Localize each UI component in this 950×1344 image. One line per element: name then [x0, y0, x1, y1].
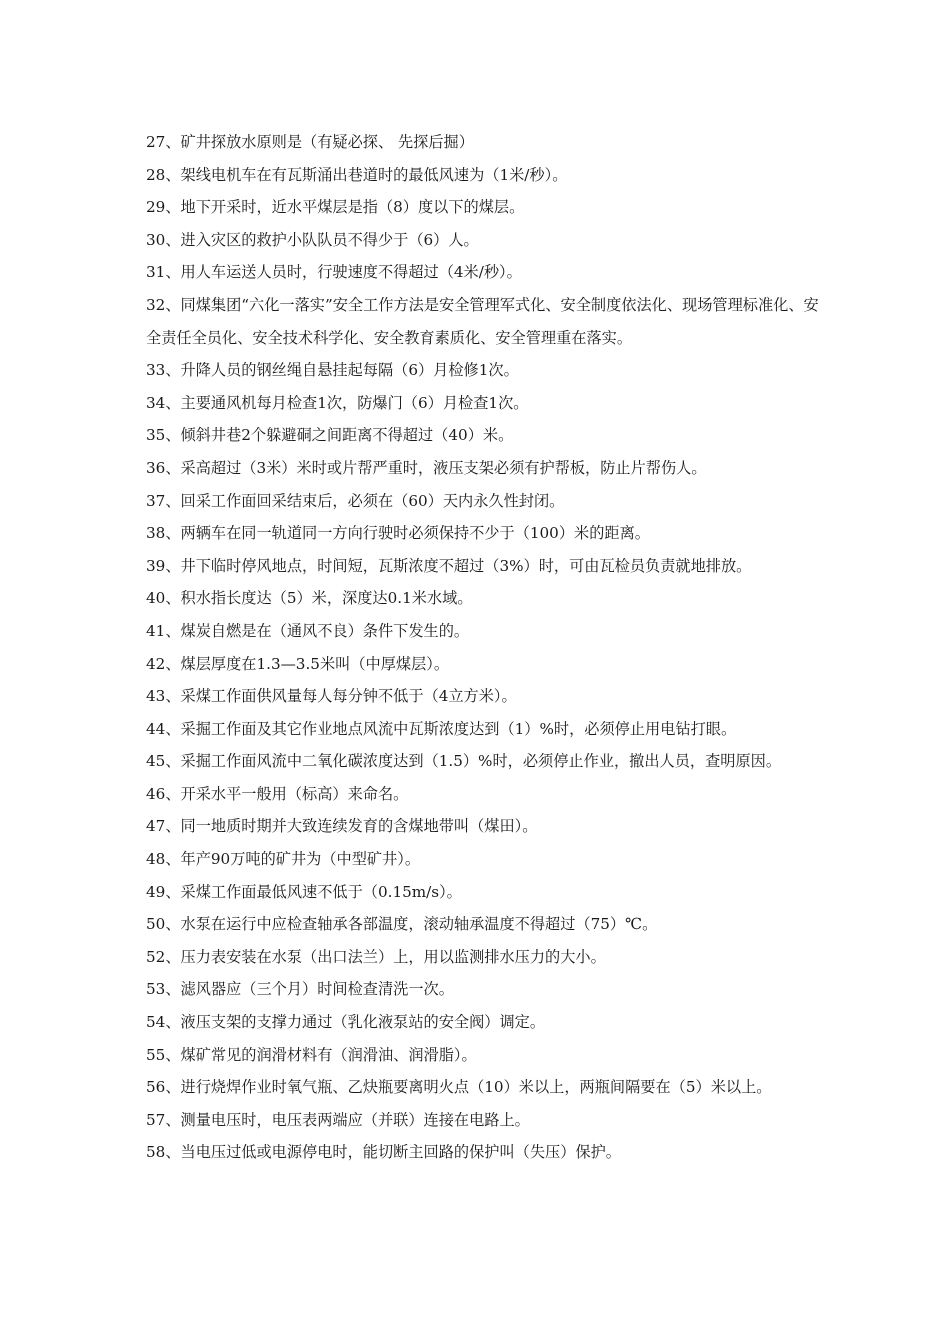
list-item: 56、进行烧焊作业时氧气瓶、乙炔瓶要离明火点（10）米以上，两瓶间隔要在（5）米以上。 [146, 1078, 772, 1097]
list-item: 58、当电压过低或电源停电时，能切断主回路的保护叫（失压）保护。 [146, 1143, 621, 1162]
document-body [146, 126, 826, 1169]
list-item: 40、积水指长度达（5）米，深度达0.1米水域。 [146, 589, 473, 608]
list-item: 52、压力表安装在水泵（出口法兰）上，用以监测排水压力的大小。 [146, 947, 606, 966]
list-item: 47、同一地质时期并大致连续发育的含煤地带叫（煤田）。 [146, 817, 538, 836]
list-item: 35、倾斜井巷2个躲避硐之间距离不得超过（40）米。 [146, 426, 514, 445]
list-item: 48、年产90万吨的矿井为（中型矿井）。 [146, 850, 421, 869]
list-item: 57、测量电压时，电压表两端应（并联）连接在电路上。 [146, 1110, 530, 1129]
list-item: 27、矿井探放水原则是（有疑必探、 先探后掘） [146, 133, 474, 151]
list-item: 37、回采工作面回采结束后，必须在（60）天内永久性封闭。 [146, 491, 565, 510]
list-item: 49、采煤工作面最低风速不低于（0.15m/s）。 [146, 882, 462, 901]
list-item: 36、采高超过（3米）米时或片帮严重时，液压支架必须有护帮板，防止片帮伤人。 [146, 458, 707, 477]
list-item: 53、滤风器应（三个月）时间检查清洗一次。 [146, 980, 454, 999]
list-item: 54、液压支架的支撑力通过（乳化液泵站的安全阀）调定。 [146, 1013, 546, 1032]
list-item: 31、用人车运送人员时，行驶速度不得超过（4米/秒）。 [146, 263, 522, 282]
list-item: 45、采掘工作面风流中二氧化碳浓度达到（1.5）%时，必须停止作业，撤出人员，查明原因。 [146, 752, 782, 771]
list-item: 33、升降人员的钢丝绳自悬挂起每隔（6）月检修1次。 [146, 361, 519, 380]
list-item: 39、井下临时停风地点，时间短，瓦斯浓度不超过（3%）时，可由瓦检员负责就地排放。 [146, 556, 752, 575]
list-item: 55、煤矿常见的润滑材料有（润滑油、润滑脂）。 [146, 1045, 477, 1064]
list-item: 46、开采水平一般用（标高）来命名。 [146, 784, 409, 803]
list-item: 28、架线电机车在有瓦斯涌出巷道时的最低风速为（1米/秒）。 [146, 165, 568, 184]
list-item: 42、煤层厚度在1.3—3.5米叫（中厚煤层）。 [146, 654, 450, 673]
list-item: 38、两辆车在同一轨道同一方向行驶时必须保持不少于（100）米的距离。 [146, 524, 650, 543]
list-item: 32、同煤集团“六化一落实”安全工作方法是安全管理军式化、安全制度依法化、现场管理标准化、安全责任全员化、安全技术科学化、安全教育素质化、安全管理重在落实。 [146, 295, 819, 347]
list-item: 30、进入灾区的救护小队队员不得少于（6）人。 [146, 230, 479, 249]
list-item: 41、煤炭自燃是在（通风不良）条件下发生的。 [146, 621, 470, 640]
list-item: 34、主要通风机每月检查1次，防爆门（6）月检查1次。 [146, 393, 529, 412]
list-item: 50、水泵在运行中应检查轴承各部温度，滚动轴承温度不得超过（75）℃。 [146, 915, 658, 934]
list-item: 44、采掘工作面及其它作业地点风流中瓦斯浓度达到（1）%时，必须停止用电钻打眼。 [146, 719, 737, 738]
list-item: 29、地下开采时，近水平煤层是指（8）度以下的煤层。 [146, 198, 525, 217]
list-item: 43、采煤工作面供风量每人每分钟不低于（4立方米）。 [146, 687, 517, 706]
